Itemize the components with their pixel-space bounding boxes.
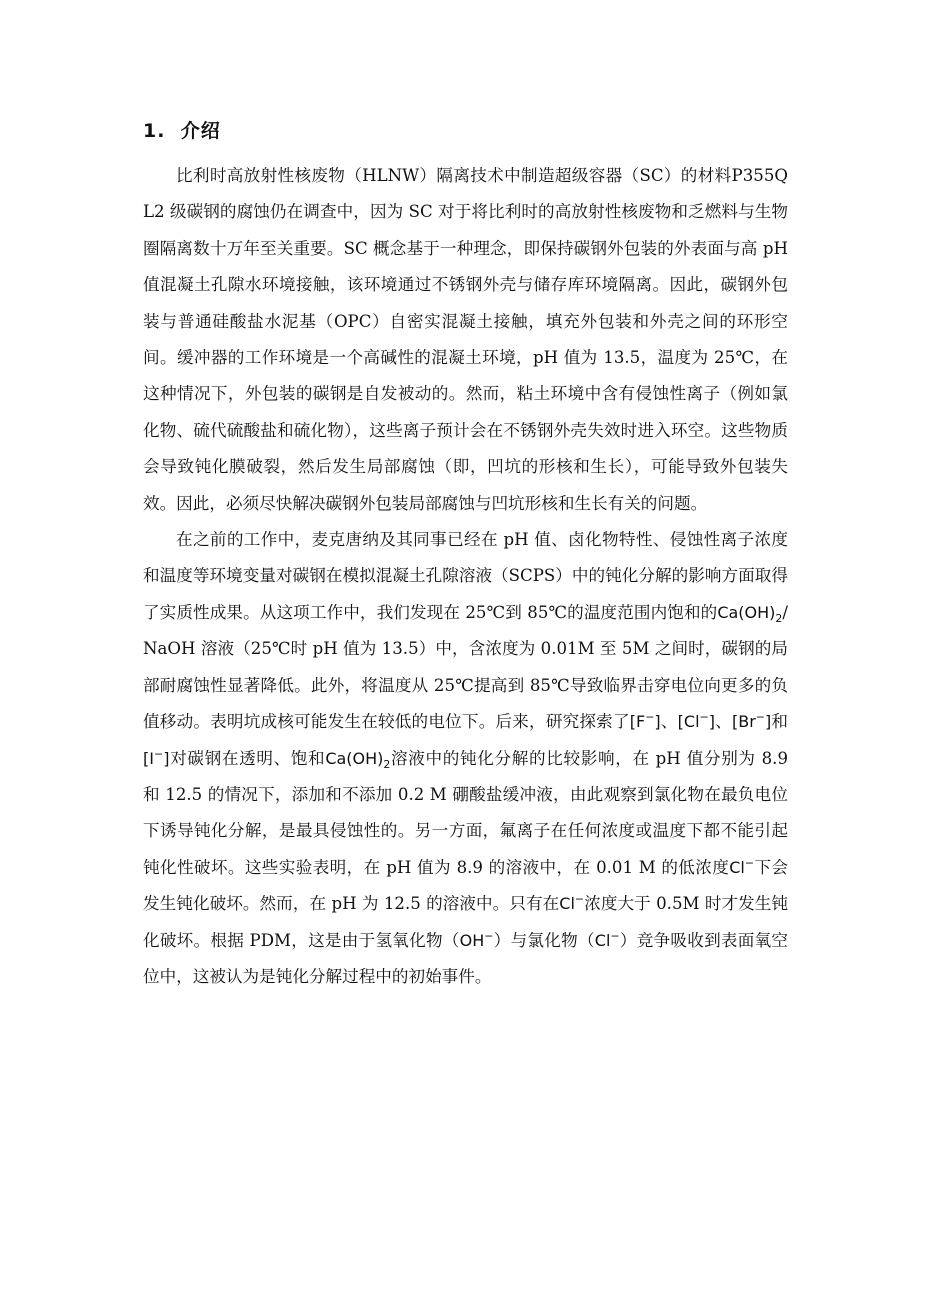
p2-sentence-6: 浓度大于 0.5M 时才发生钝化破坏。根据 PDM，这是由于氢氧化物（ xyxy=(143,894,788,950)
p2-sentence-4: 溶液中的钝化分解的比较影响，在 pH 值分别为 8.9 和 12.5 的情况下，添加和不添加 0.2 M 硼酸盐缓冲液，由此观察到氯化物在最负电位下诱导钝化分解，是最具侵蚀性的。另一方面，氟离子在任何浓度或温度下都不能引起钝化性破坏。这些实验表明，在 pH 值为 8.9 的溶液中，在 0.01 M 的低浓度 xyxy=(143,748,788,877)
p2-sentence-2: /NaOH 溶液（25℃时 pH 值为 13.5）中，含浓度为 0.01M 至 5M 之间时，碳钢的局部耐腐蚀性显著降低。此外，将温度从 25℃提高到 85℃导致临界击穿电位向更多的负值移动。表明坑成核可能发生在较低的电位下。后来，研究探索了 xyxy=(143,602,788,732)
formula-caoh2-second: $Ca(OH)_2$ xyxy=(325,748,391,771)
p2-sentence-8: ）竞争吸收到表面氧空位中，这被认为是钝化分解过程中的初始事件。 xyxy=(143,930,789,986)
p2-sentence-7: ）与氯化物（ xyxy=(493,930,595,950)
p2-sentence-5: 下会发生钝化破坏。然而，在 pH 为 12.5 的溶液中。只有在 xyxy=(143,857,789,914)
p2-sentence-1: 在之前的工作中，麦克唐纳及其同事已经在 pH 值、卤化物特性、侵蚀性离子浓度和温度等环境变量对碳钢在模拟混凝土孔隙溶液（SCPS）中的钝化分解的影响方面取得了实质性成果。从这项工作中，我们发现在 25℃到 85℃的温度范围内饱和的 xyxy=(143,530,788,622)
separator: 、 xyxy=(714,712,732,732)
chloride-ion-a: Cl− xyxy=(729,856,755,877)
paragraph-2 xyxy=(143,522,788,995)
ion-fluoride: [F−] xyxy=(629,710,661,732)
section-number: 1. xyxy=(143,120,166,142)
ion-bromide: [Br−] xyxy=(731,710,772,732)
chloride-ion-b: Cl− xyxy=(559,892,585,914)
chloride-ion-c: Cl− xyxy=(594,929,620,950)
ion-chloride: [Cl−] xyxy=(677,710,715,732)
section-heading xyxy=(143,118,788,144)
paragraph-1: 比利时高放射性核废物（HLNW）隔离技术中制造超级容器（SC）的材料P355QL2 级碳钢的腐蚀仍在调查中，因为 SC 对于将比利时的高放射性核废物和乏燃料与生物圈隔离数十万年至关重要。SC 概念基于一种理念，即保持碳钢外包装的外表面与高 pH 值混凝土孔隙水环境接触，该环境通过不锈钢外壳与储存库环境隔离。因此，碳钢外包装与普通硅酸盐水泥基（OPC）自密实混凝土接触，填充外包装和外壳之间的环形空间。缓冲器的工作环境是一个高碱性的混凝土环境，pH 值为 13.5，温度为 25℃，在这种情况下，外包装的碳钢是自发被动的。然而，粘土环境中含有侵蚀性离子（例如氯化物、硫代硫酸盐和硫化物），这些离子预计会在不锈钢外壳失效时进入环空。这些物质会导致钝化膜破裂，然后发生局部腐蚀（即，凹坑的形核和生长），可能导致外包装失效。因此，必须尽快解决碳钢外包装局部腐蚀与凹坑形核和生长有关的问题。 xyxy=(143,166,788,513)
section-title: 介绍 xyxy=(180,120,221,142)
separator: 、 xyxy=(660,712,678,732)
document-page xyxy=(143,118,788,995)
conjunction: 和 xyxy=(771,712,789,732)
formula-caoh2-first: $Ca(OH)_2$ xyxy=(717,602,783,626)
p2-sentence-3: 对碳钢在透明、饱和 xyxy=(169,748,326,768)
ion-iodide: [I−] xyxy=(143,747,170,768)
hydroxide-ion: OH− xyxy=(459,929,494,950)
